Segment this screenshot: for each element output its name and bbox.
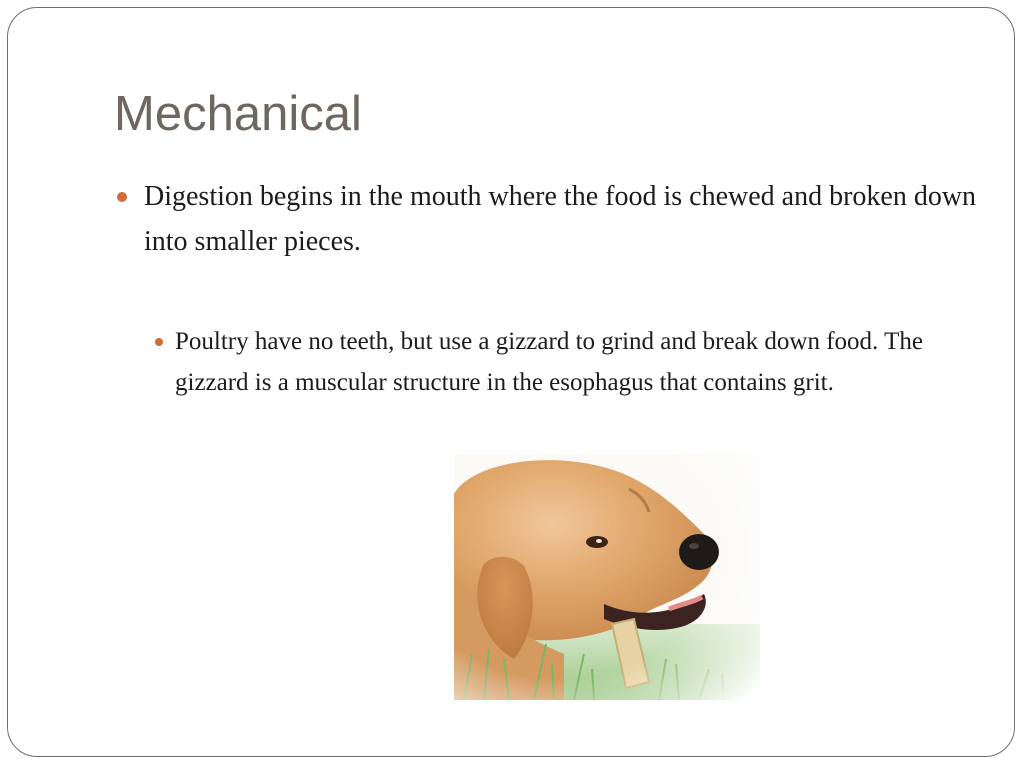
bullet-dot-icon — [117, 192, 127, 202]
dog-chewing-bone-image — [454, 454, 760, 700]
bullet-item-level-1 — [144, 174, 984, 264]
bullet-item-level-2 — [175, 321, 975, 403]
slide — [7, 7, 1015, 757]
sub-bullet-text: Poultry have no teeth, but use a gizzard to grind and break down food. The gizzard is a muscular structure in the esophagus that contains grit. — [175, 328, 923, 396]
slide-title: Mechanical — [114, 87, 362, 141]
bullet-dot-icon — [155, 338, 163, 346]
bullet-text: Digestion begins in the mouth where the food is chewed and broken down into smaller pieces. — [144, 181, 977, 257]
